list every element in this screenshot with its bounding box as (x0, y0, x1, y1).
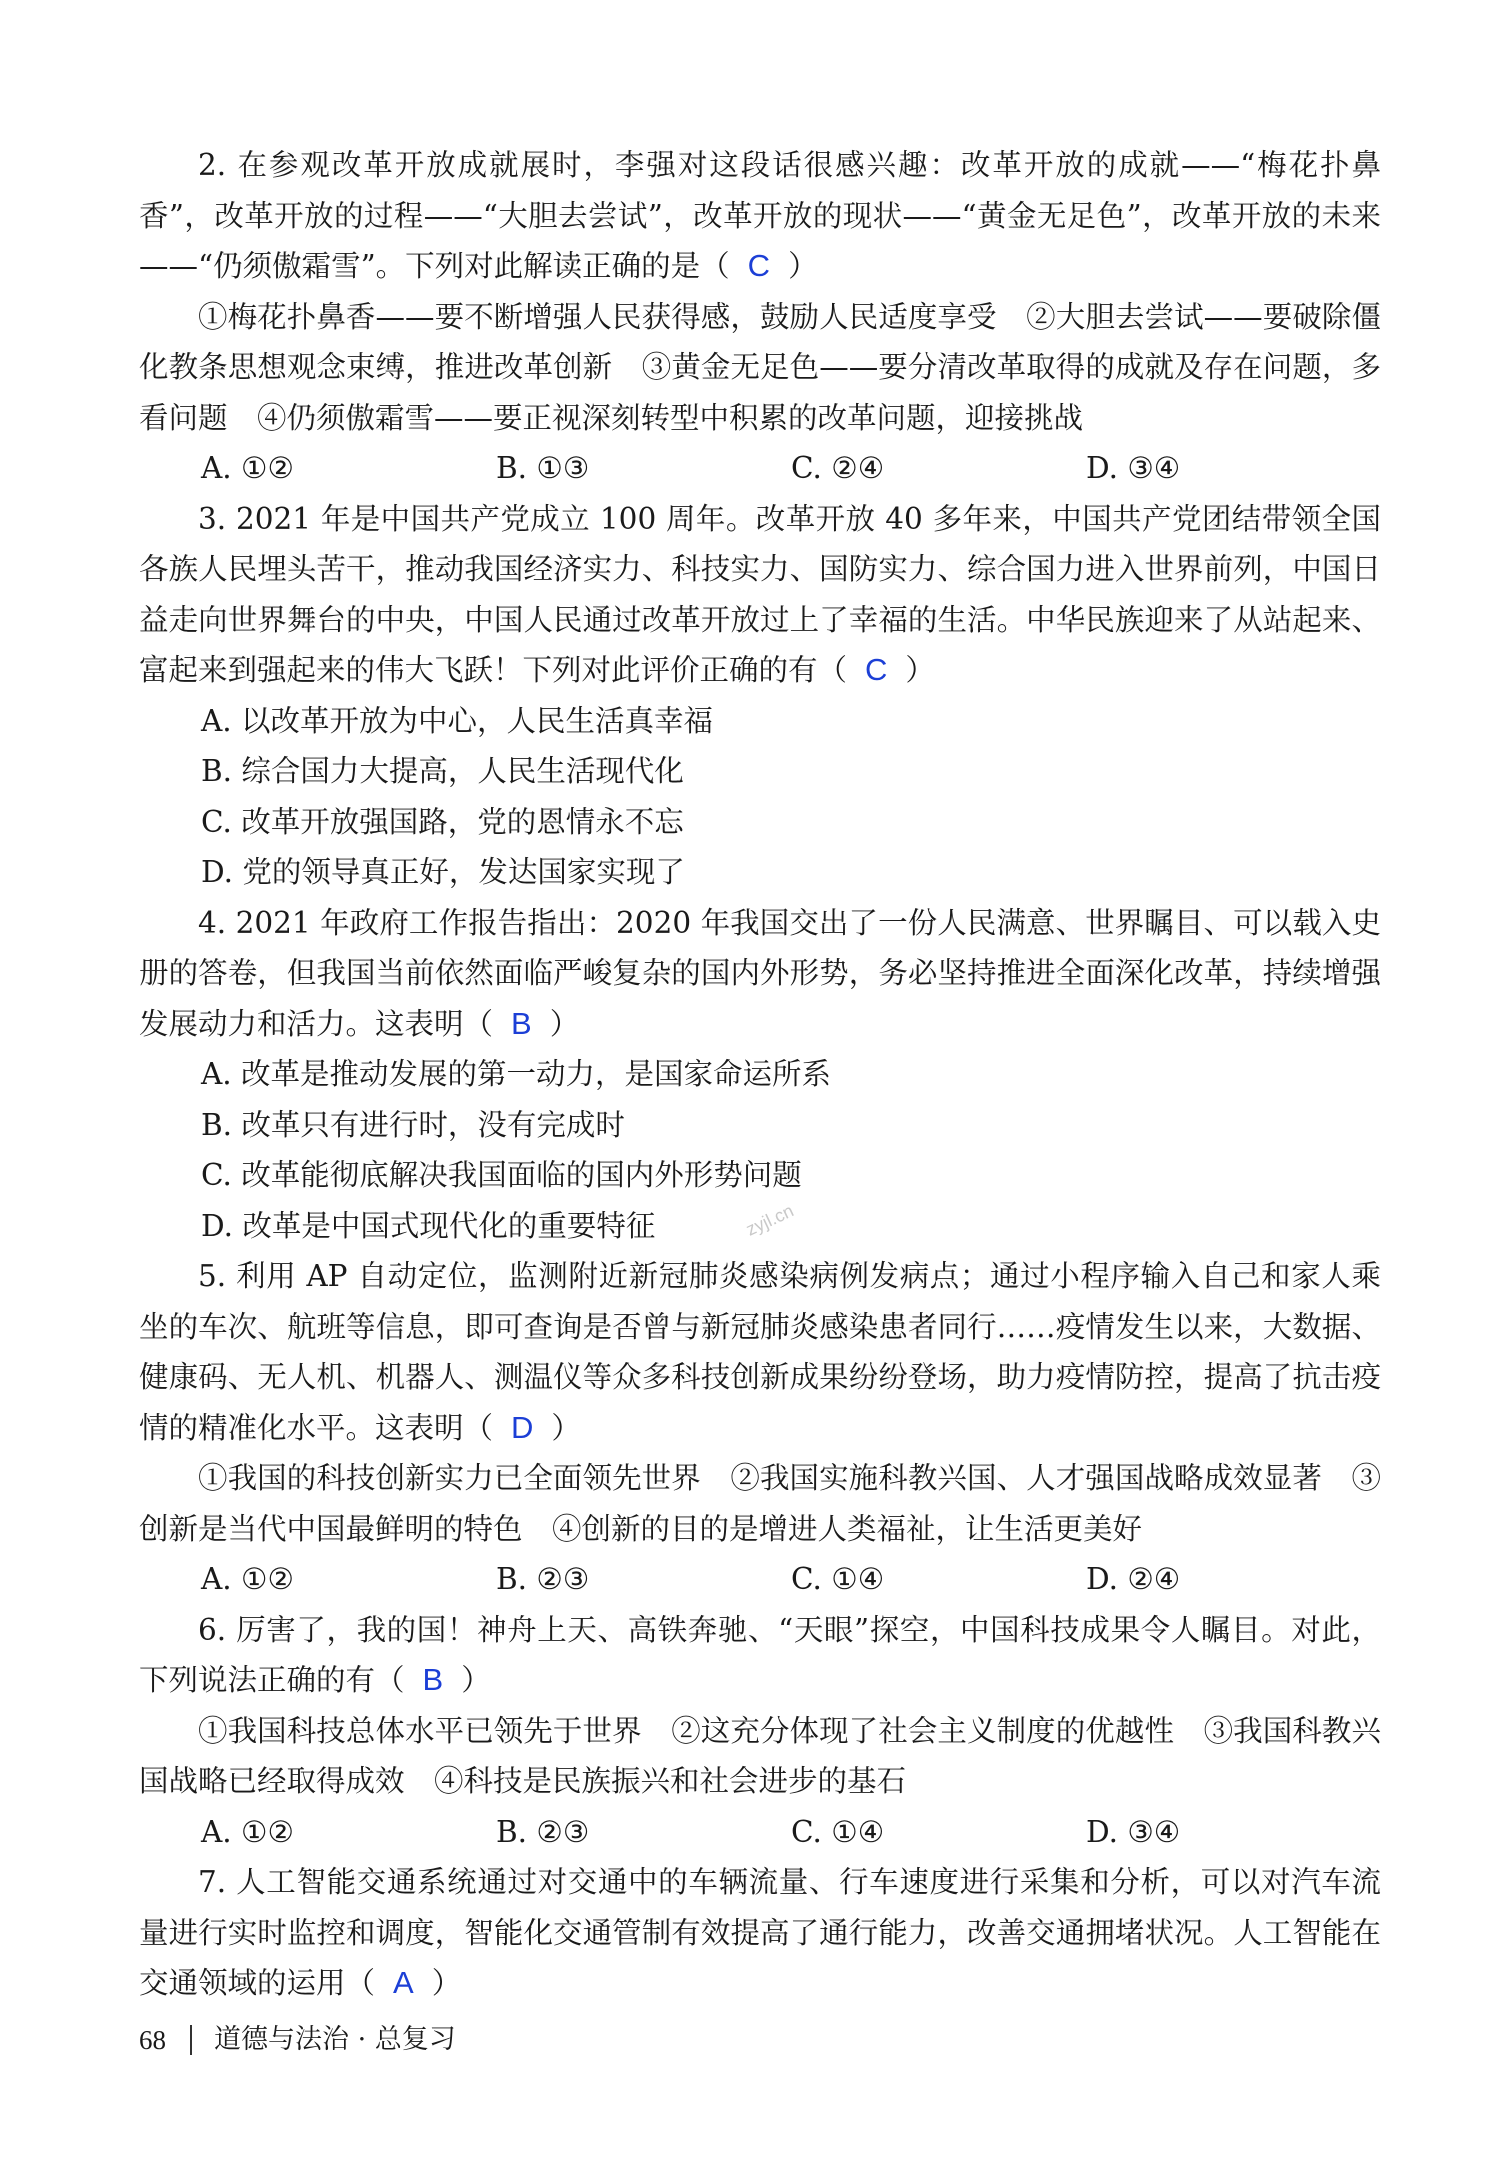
option-c: C. ①④ (791, 1814, 885, 1849)
option-b: B. ②③ (496, 1562, 590, 1596)
statement-list: ①梅花扑鼻香——要不断增强人民获得感，鼓励人民适度享受 ②大胆去尝试——要破除僵化教条思想观念束缚，推进改革创新 ③黄金无足色——要分清改革取得的成就及存在问题，多看问题 ④仍须傲霜雪——要正视深刻转型中积累的改革问题，迎接挑战 (139, 299, 1381, 435)
option-d: D. ③④ (1086, 1814, 1181, 1849)
question-stem (139, 494, 1381, 696)
question-7 (139, 1857, 1381, 2009)
question-list (139, 140, 1381, 2009)
stem-close: ） (549, 1006, 580, 1041)
question-5 (139, 1251, 1381, 1605)
answer-mark: C (747, 248, 771, 283)
question-stem (139, 1251, 1381, 1453)
answer-mark: B (422, 1662, 444, 1697)
stem-close: ） (905, 653, 935, 687)
option-d: D. ②④ (1086, 1562, 1181, 1596)
option-c: C. 改革开放强国路，党的恩情永不忘 (201, 804, 684, 839)
answer-mark: C (865, 652, 888, 687)
option-c: C. ①④ (791, 1562, 885, 1596)
stem-text: 7. 人工智能交通系统通过对交通中的车辆流量、行车速度进行采集和分析，可以对汽车流量进行实时监控和调度，智能化交通管制有效提高了通行能力，改善交通拥堵状况。人工智能在交通领域的运用（ (139, 1865, 1381, 2000)
stem-text: 3. 2021 年是中国共产党成立 100 周年。改革开放 40 多年来，中国共产党团结带领全国各族人民埋头苦干，推动我国经济实力、科技实力、国防实力、综合国力进入世界前列，中国日益走向世界舞台的中央，中国人民通过改革开放过上了幸福的生活。中华民族迎来了从站起来、富起来到强起来的伟大飞跃！下列对此评价正确的有（ (139, 501, 1381, 687)
option-a: A. ①② (201, 1814, 294, 1849)
question-6 (139, 1605, 1381, 1858)
answer-mark: D (511, 1409, 534, 1445)
page-footer (139, 2020, 456, 2060)
question-stem (139, 140, 1381, 292)
page-number: 68 (139, 2025, 166, 2055)
question-stem (139, 898, 1381, 1050)
question-3 (139, 494, 1381, 898)
question-stem (139, 1857, 1381, 2009)
stem-text: 2. 在参观改革开放成就展时，李强对这段话很感兴趣：改革开放的成就——“梅花扑鼻香”，改革开放的过程——“大胆去尝试”，改革开放的现状——“黄金无足色”，改革开放的未来——“仍须傲霜雪”。下列对此解读正确的是（ (139, 148, 1381, 283)
watermark: zyjl.cn (742, 1200, 797, 1240)
stem-text: 6. 厉害了，我的国！神舟上天、高铁奔驰、“天眼”探空，中国科技成果令人瞩目。对此，下列说法正确的有（ (139, 1612, 1381, 1697)
book-title: 道德与法治 · 总复习 (214, 2024, 456, 2055)
question-4 (139, 898, 1381, 1252)
stem-close: ） (431, 1966, 462, 2000)
option-a: A. ①② (201, 1562, 294, 1596)
stem-text: 4. 2021 年政府工作报告指出：2020 年我国交出了一份人民满意、世界瞩目、可以载入史册的答卷，但我国当前依然面临严峻复杂的国内外形势，务必坚持推进全面深化改革，持续增强发展动力和活力。这表明（ (139, 905, 1381, 1041)
option-c: C. 改革能彻底解决我国面临的国内外形势问题 (201, 1158, 802, 1192)
option-b: B. 改革只有进行时，没有完成时 (201, 1107, 625, 1142)
option-d: D. ③④ (1086, 451, 1181, 485)
option-row (139, 1807, 1381, 1858)
question-2 (139, 140, 1381, 494)
stem-close: ） (461, 1663, 491, 1697)
stem-text: 5. 利用 AP 自动定位，监测附近新冠肺炎感染病例发病点；通过小程序输入自己和家人乘坐的车次、航班等信息，即可查询是否曾与新冠肺炎感染患者同行……疫情发生以来，大数据、健康码、无人机、机器人、测温仪等众多科技创新成果纷纷登场，助力疫情防控，提高了抗击疫情的精准化水平。这表明（ (139, 1259, 1381, 1445)
option-b: B. 综合国力大提高，人民生活现代化 (201, 754, 684, 788)
option-a: A. 以改革开放为中心，人民生活真幸福 (201, 703, 714, 738)
option-row (139, 443, 1381, 494)
option-row (139, 1554, 1381, 1605)
option-c: C. ②④ (791, 451, 885, 485)
statement-list: ①我国科技总体水平已领先于世界 ②这充分体现了社会主义制度的优越性 ③我国科教兴国战略已经取得成效 ④科技是民族振兴和社会进步的基石 (139, 1713, 1381, 1798)
option-b: B. ②③ (496, 1814, 590, 1849)
option-b: B. ①③ (496, 451, 590, 485)
answer-mark: B (511, 1005, 532, 1041)
stem-close: ） (788, 249, 818, 283)
statement-list: ①我国的科技创新实力已全面领先世界 ②我国实施科教兴国、人才强国战略成效显著 ③创新是当代中国最鲜明的特色 ④创新的目的是增进人类福祉，让生活更美好 (139, 1461, 1381, 1546)
option-d: D. 党的领导真正好，发达国家实现了 (201, 855, 685, 889)
question-stem (139, 1605, 1381, 1706)
option-a: A. ①② (201, 451, 294, 485)
answer-mark: A (393, 1965, 414, 2000)
option-d: D. 改革是中国式现代化的重要特征 (201, 1208, 656, 1243)
stem-close: ） (551, 1410, 581, 1445)
option-a: A. 改革是推动发展的第一动力，是国家命运所系 (201, 1057, 832, 1091)
footer-divider (190, 2025, 192, 2055)
